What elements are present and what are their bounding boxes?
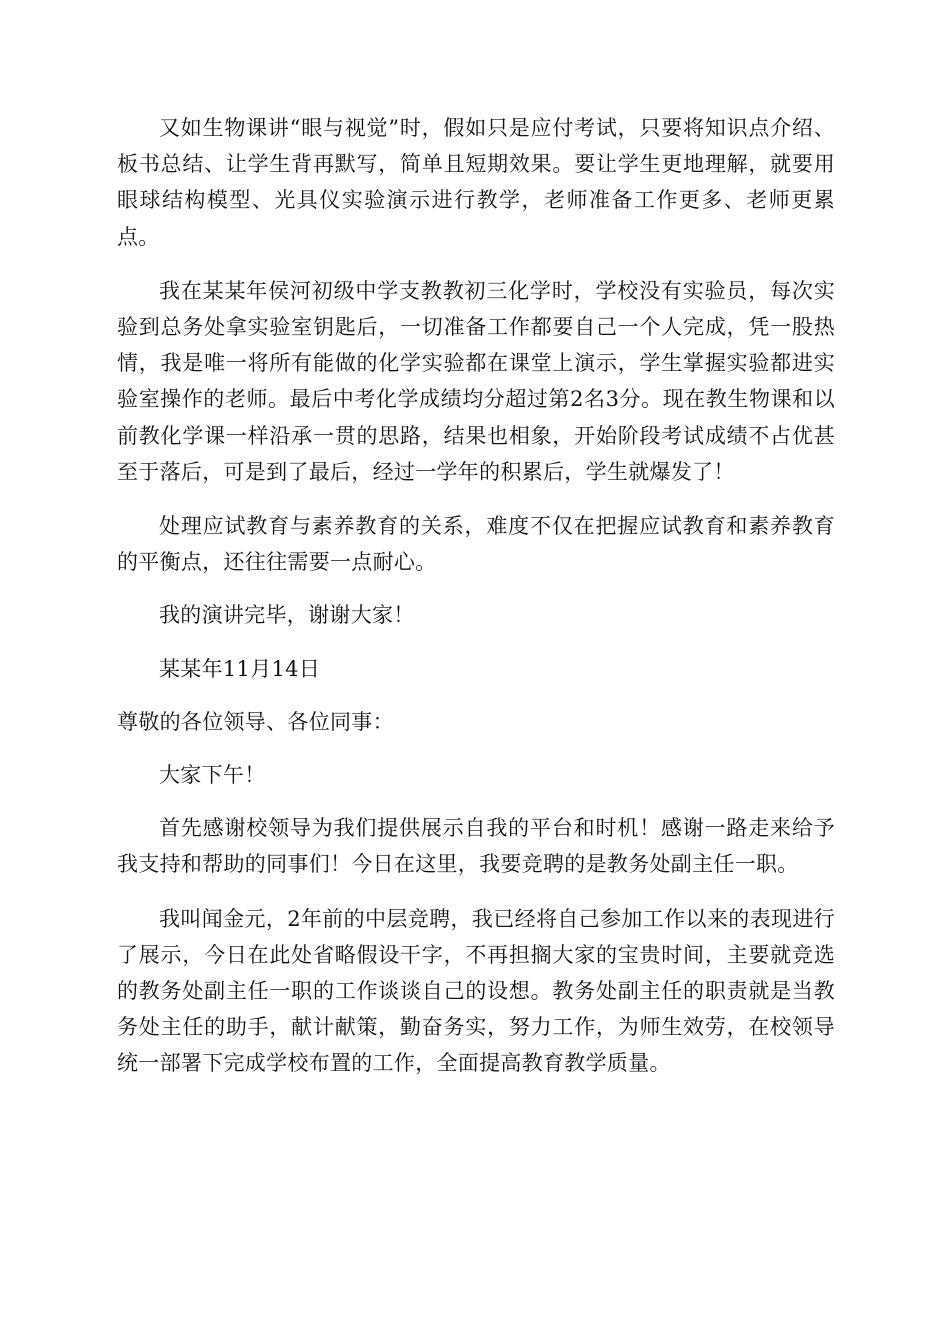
- document-page: [117, 110, 835, 1082]
- paragraph-greeting: 大家下午！: [159, 763, 266, 788]
- paragraph-chemistry-experience: 我在某某年侯河初级中学支教教初三化学时，学校没有实验员，每次实验到总务处拿实验室钥匙后，一切准备工作都要自己一个人完成，凭一股热情，我是唯一将所有能做的化学实验都在课堂上演示，学生掌握实验都进实验室操作的老师。最后中考化学成绩均分超过第2名3分。现在教生物课和以前教化学课一样沿承一贯的思路，结果也相象，开始阶段考试成绩不占优甚至于落后，可是到了最后，经过一学年的积累后，学生就爆发了！: [117, 278, 835, 484]
- paragraph-closing-thanks: 我的演讲完毕，谢谢大家！: [159, 603, 415, 628]
- paragraph-gratitude: 首先感谢校领导为我们提供展示自我的平台和时机！感谢一路走来给予我支持和帮助的同事们！今日在这里，我要竞聘的是教务处副主任一职。: [117, 816, 835, 877]
- paragraph-exam-vs-quality: 处理应试教育与素养教育的关系，难度不仅在把握应试教育和素养教育的平衡点，还往往需要一点耐心。: [117, 514, 835, 575]
- paragraph-salutation: 尊敬的各位领导、各位同事：: [117, 709, 394, 734]
- paragraph-self-introduction: 我叫闻金元，2年前的中层竞聘，我已经将自己参加工作以来的表现进行了展示，今日在此处省略假设干字，不再担搁大家的宝贵时间，主要就竞选的教务处副主任一职的工作谈谈自己的设想。教务处副主任的职责就是当教务处主任的助手，献计献策，勤奋务实，努力工作，为师生效劳，在校领导统一部署下完成学校布置的工作，全面提高教育教学质量。: [117, 906, 835, 1076]
- paragraph-date: 某某年11月14日: [159, 656, 321, 681]
- paragraph-biology-example: 又如生物课讲“眼与视觉”时，假如只是应付考试，只要将知识点介绍、板书总结、让学生背再默写，简单且短期效果。要让学生更地理解，就要用眼球结构模型、光具仪实验演示进行教学，老师准备工作更多、老师更累点。: [117, 116, 835, 249]
